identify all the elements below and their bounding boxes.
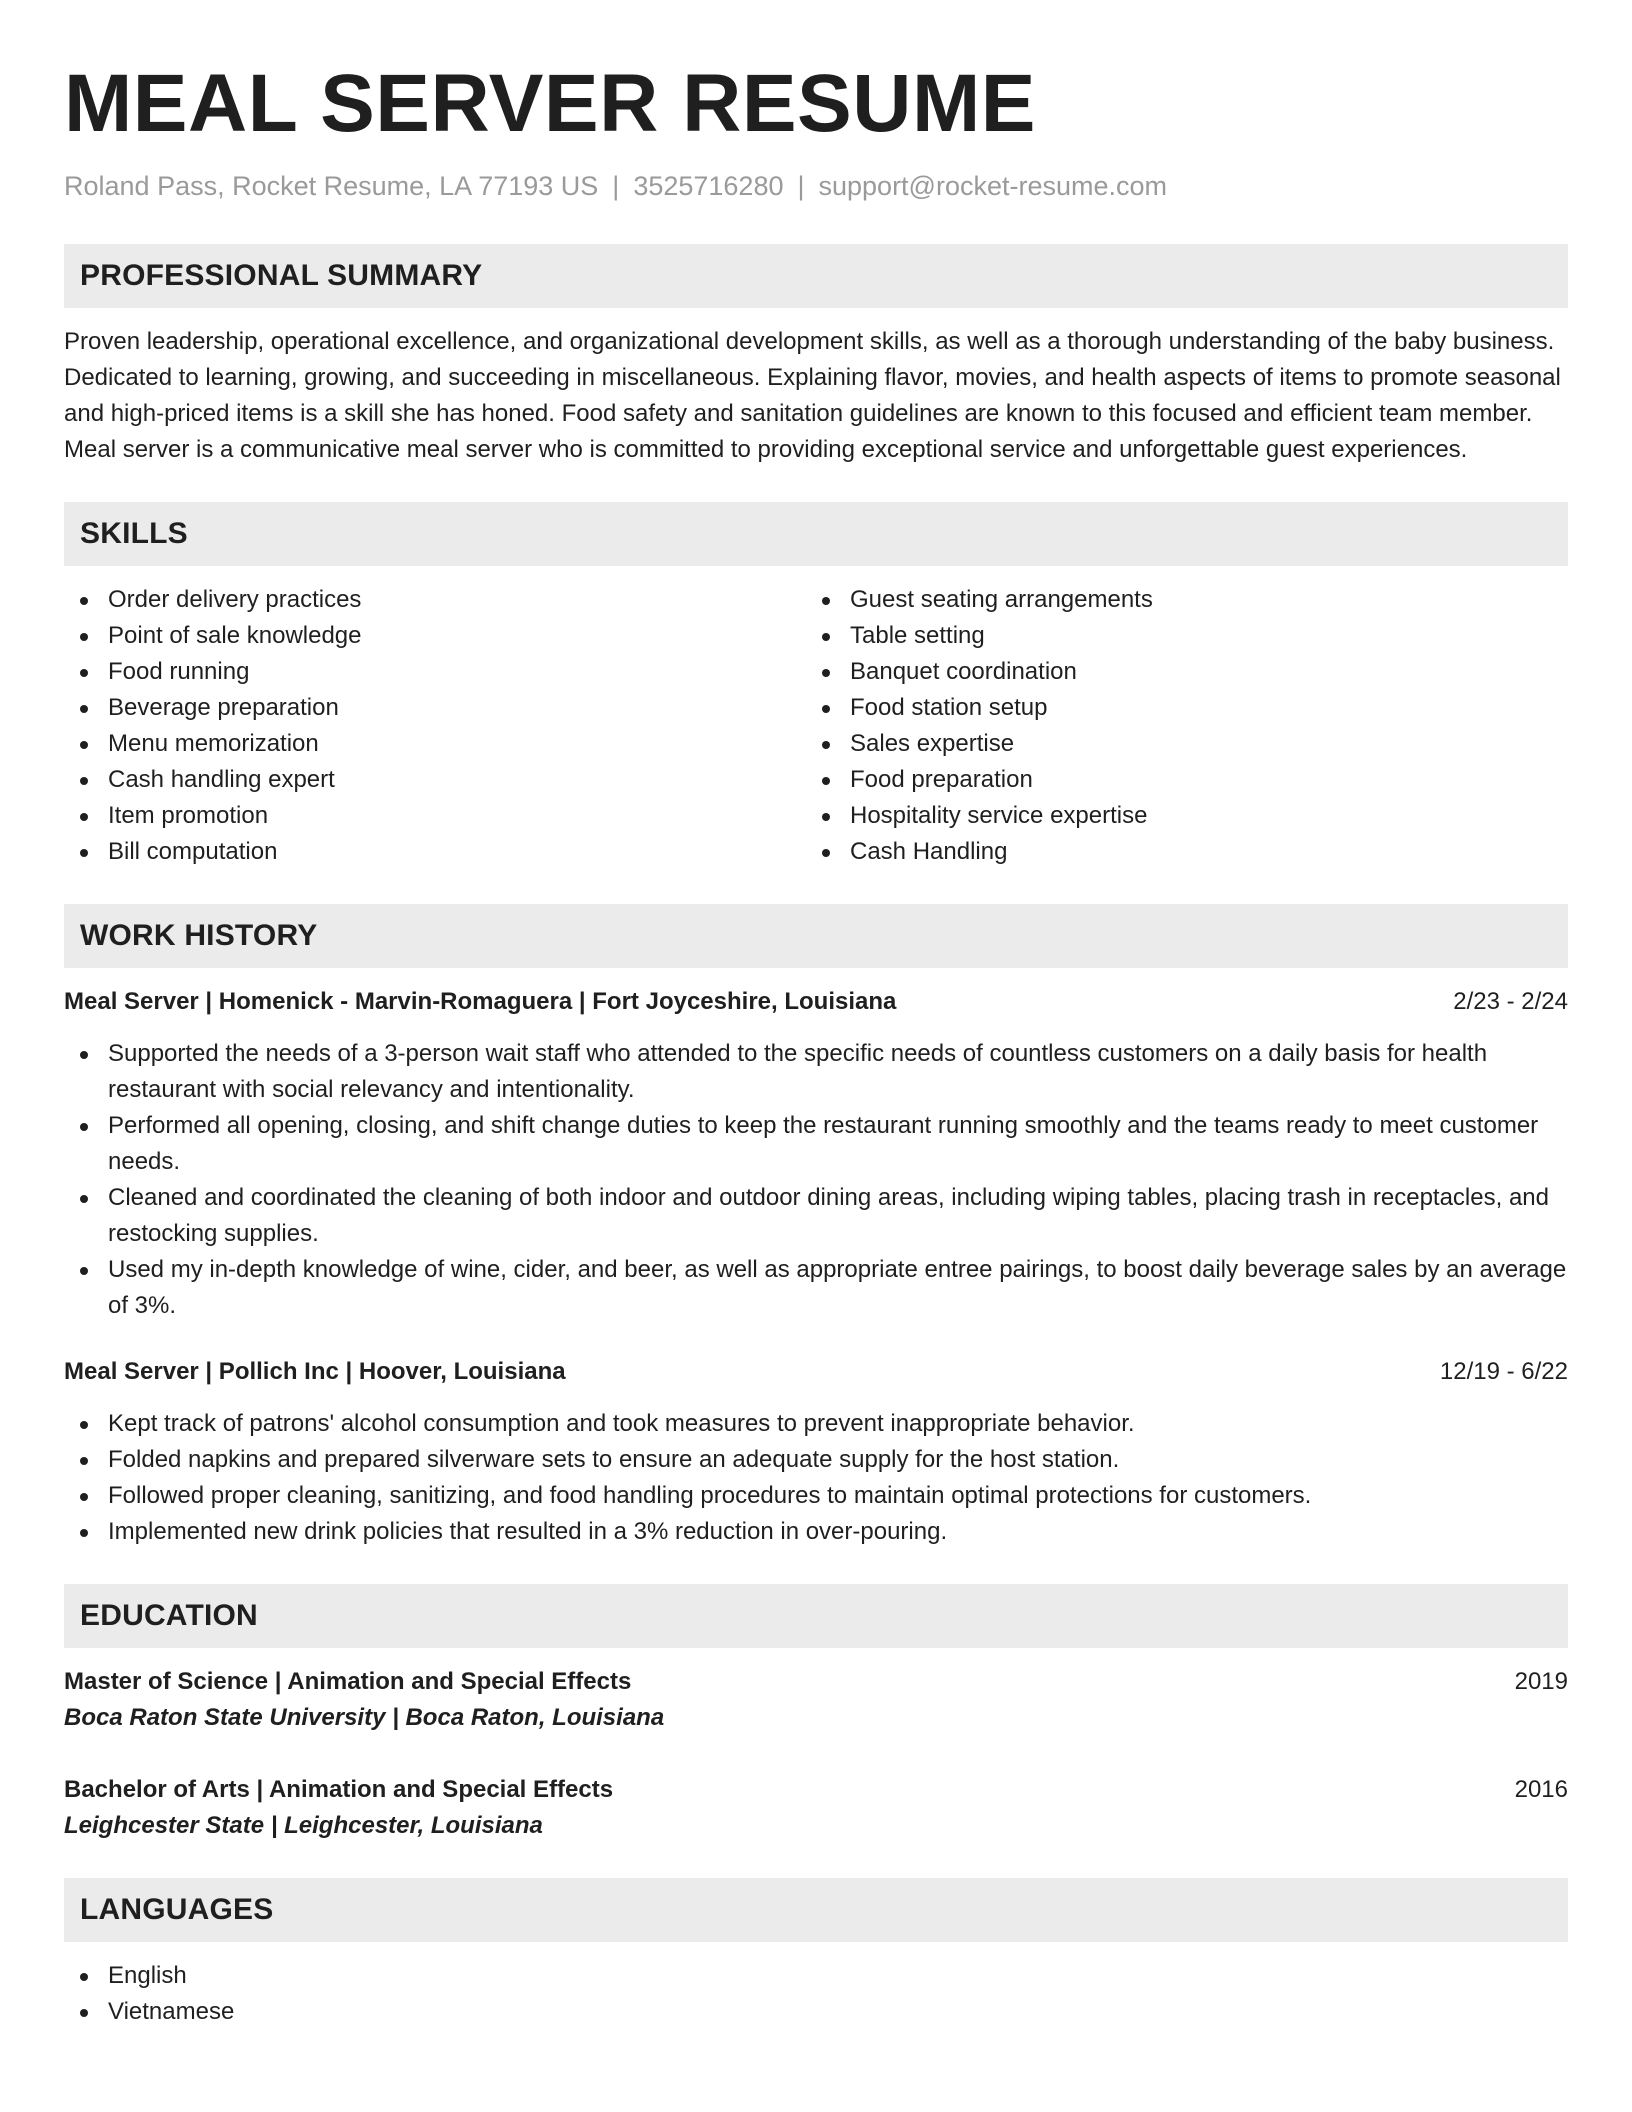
job-dates: 12/19 - 6/22	[1439, 1358, 1568, 1385]
skill-item: Beverage preparation	[64, 690, 806, 726]
skills-column-left	[64, 582, 806, 870]
job-title: Meal Server | Pollich Inc | Hoover, Louisiana	[64, 1358, 566, 1385]
job-title: Meal Server | Homenick - Marvin-Romaguera | Fort Joyceshire, Louisiana	[64, 988, 897, 1015]
resume-page	[64, 56, 1568, 2030]
job-dates: 2/23 - 2/24	[1453, 988, 1568, 1015]
education-school: Leighcester State | Leighcester, Louisiana	[64, 1812, 543, 1839]
education-year: 2019	[1514, 1668, 1568, 1695]
education-year: 2016	[1514, 1776, 1568, 1803]
job-bullet: Kept track of patrons' alcohol consumption and took measures to prevent inappropriate behavior.	[64, 1406, 1568, 1442]
resume-title: MEAL SERVER RESUME	[64, 58, 1036, 149]
skill-item: Hospitality service expertise	[806, 798, 1548, 834]
job-bullet: Implemented new drink policies that resulted in a 3% reduction in over-pouring.	[64, 1514, 1568, 1550]
job-bullets	[64, 1036, 1568, 1324]
contact-line	[64, 168, 1568, 204]
job-bullet: Followed proper cleaning, sanitizing, and food handling procedures to maintain optimal protections for customers.	[64, 1478, 1568, 1514]
skills-column-right	[806, 582, 1548, 870]
languages-heading: LANGUAGES	[64, 1878, 1568, 1942]
contact-address: Roland Pass, Rocket Resume, LA 77193 US	[64, 171, 599, 201]
education-degree: Master of Science | Animation and Special Effects	[64, 1668, 632, 1695]
job-entry	[64, 984, 1568, 1324]
education-heading: EDUCATION	[64, 1584, 1568, 1648]
skill-item: Banquet coordination	[806, 654, 1548, 690]
language-item: English	[64, 1958, 1568, 1994]
education-entry	[64, 1664, 1568, 1736]
summary-heading: PROFESSIONAL SUMMARY	[64, 244, 1568, 308]
contact-phone: 3525716280	[633, 171, 784, 201]
skill-item: Order delivery practices	[64, 582, 806, 618]
job-header	[64, 1354, 1568, 1390]
education-header	[64, 1772, 1568, 1808]
skill-item: Guest seating arrangements	[806, 582, 1548, 618]
job-bullet: Supported the needs of a 3-person wait staff who attended to the specific needs of countless customers on a daily basis for health restaurant with social relevancy and intentionality.	[64, 1036, 1568, 1108]
skill-item: Menu memorization	[64, 726, 806, 762]
skill-item: Point of sale knowledge	[64, 618, 806, 654]
job-bullets	[64, 1406, 1568, 1550]
education-degree: Bachelor of Arts | Animation and Special Effects	[64, 1776, 614, 1803]
skill-item: Sales expertise	[806, 726, 1548, 762]
contact-separator: |	[797, 171, 805, 201]
skills-heading: SKILLS	[64, 502, 1568, 566]
job-bullet: Cleaned and coordinated the cleaning of both indoor and outdoor dining areas, including wiping tables, placing trash in receptacles, and restocking supplies.	[64, 1180, 1568, 1252]
job-entry	[64, 1354, 1568, 1550]
skill-item: Table setting	[806, 618, 1548, 654]
job-bullet: Folded napkins and prepared silverware sets to ensure an adequate supply for the host station.	[64, 1442, 1568, 1478]
skill-item: Food preparation	[806, 762, 1548, 798]
skill-item: Cash handling expert	[64, 762, 806, 798]
summary-text: Proven leadership, operational excellence, and organizational development skills, as well as a thorough understanding of the baby business. Dedicated to learning, growing, and succeeding in miscellaneous. Explaining flavor, movies, and health aspects of items to promote seasonal and high-priced items is a skill she has honed. Food safety and sanitation guidelines are known to this focused and efficient team member. Meal server is a communicative meal server who is committed to providing exceptional service and unforgettable guest experiences.	[64, 328, 1561, 463]
skill-item: Item promotion	[64, 798, 806, 834]
skill-item: Food running	[64, 654, 806, 690]
skill-item: Food station setup	[806, 690, 1548, 726]
skill-item: Cash Handling	[806, 834, 1548, 870]
contact-separator: |	[612, 171, 620, 201]
contact-email: support@rocket-resume.com	[818, 171, 1168, 201]
job-bullet: Performed all opening, closing, and shift change duties to keep the restaurant running smoothly and the teams ready to meet customer needs.	[64, 1108, 1568, 1180]
education-school: Boca Raton State University | Boca Raton, Louisiana	[64, 1704, 665, 1731]
work-history-heading: WORK HISTORY	[64, 904, 1568, 968]
job-header	[64, 984, 1568, 1020]
languages-list	[64, 1958, 1568, 2030]
job-bullet: Used my in-depth knowledge of wine, cider, and beer, as well as appropriate entree pairings, to boost daily beverage sales by an average of 3%.	[64, 1252, 1568, 1324]
education-entry	[64, 1772, 1568, 1844]
skill-item: Bill computation	[64, 834, 806, 870]
education-header	[64, 1664, 1568, 1700]
language-item: Vietnamese	[64, 1994, 1568, 2030]
skills-list	[64, 582, 1568, 870]
